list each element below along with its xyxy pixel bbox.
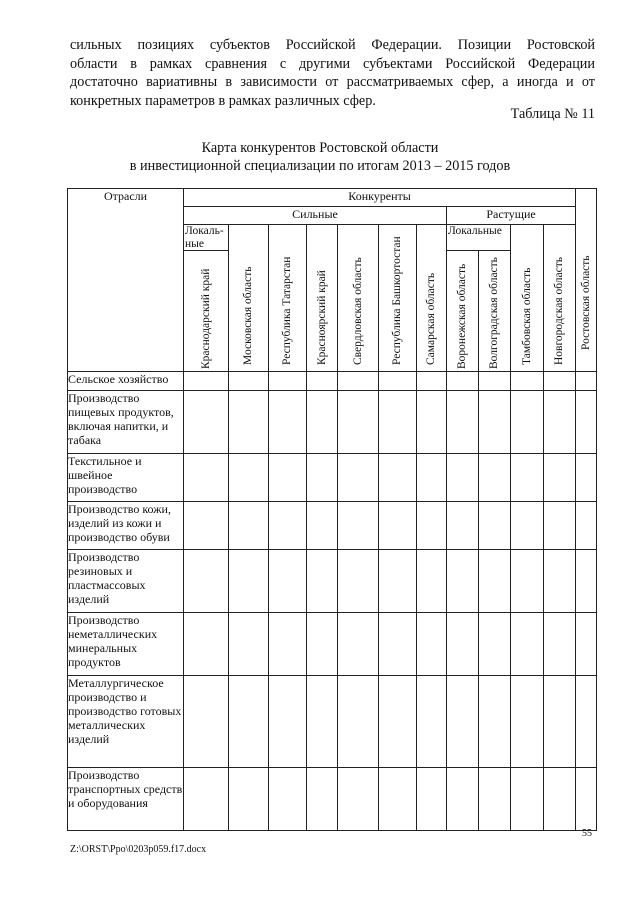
header-strong: Сильные [184, 207, 447, 225]
region-name: Новгородская область [553, 256, 566, 365]
header-local-strong-cell [184, 225, 229, 251]
intro-line: конкретных параметров в рамках различных сфер. [70, 92, 376, 109]
row-label: Производство транспортных средств и оборудования [68, 768, 184, 831]
intro-line: достаточно вариативны в зависимости от рассматриваемых сфер, а иногда и от [70, 74, 595, 90]
file-path: Z:\ORST\Ppo\0203p059.f17.docx [70, 844, 207, 855]
row-label: Производство резиновых и пластмассовых изделий [68, 550, 184, 613]
region-cell [544, 225, 576, 372]
region-cell [479, 251, 511, 372]
table-row [68, 454, 597, 502]
header-local-growing-cell [447, 225, 511, 251]
region-cell [307, 225, 338, 372]
region-name: Воронежская область [456, 263, 468, 369]
header-local-strong: Локаль-ные [185, 225, 224, 250]
region-name: Самарская область [425, 272, 437, 365]
region-cell [338, 225, 379, 372]
table-row [68, 550, 597, 613]
region-name: Волгоградская область [488, 257, 500, 369]
region-name: Краснодарский край [199, 268, 212, 369]
table-row [68, 768, 597, 831]
row-label: Производство неметаллических минеральных продуктов [68, 613, 184, 676]
region-cell [269, 225, 307, 372]
region-name: Свердловская область [351, 257, 364, 365]
row-label: Текстильное и швейное производство [68, 454, 184, 502]
header-industries: Отрасли [68, 189, 184, 372]
table-row [68, 502, 597, 550]
table-number: Таблица № 11 [510, 106, 595, 122]
row-label: Производство пищевых продуктов, включая напитки, и табака [68, 391, 184, 454]
table-row [68, 676, 597, 768]
region-cell [417, 225, 447, 372]
header-growing: Растущие [447, 207, 576, 225]
row-label: Производство кожи, изделий из кожи и производство обуви [68, 502, 184, 550]
header-rostov-cell [576, 189, 597, 372]
region-name: Тамбовская область [520, 267, 533, 365]
region-name: Республика Татарстан [281, 256, 293, 365]
intro-paragraph [70, 36, 595, 110]
header-competitors: Конкуренты [184, 189, 576, 207]
table-row [68, 391, 597, 454]
region-cell [229, 225, 269, 372]
table-title-line2: в инвестиционной специализации по итогам 2013 – 2015 годов [129, 158, 511, 174]
header-local-growing: Локальные [448, 225, 502, 237]
row-label: Сельское хозяйство [68, 372, 184, 391]
region-cell [447, 251, 479, 372]
region-name: Московская область [242, 266, 254, 365]
intro-line: сильных позициях субъектов Российской Федерации. Позиции Ростовской [70, 37, 595, 53]
table-row [68, 372, 597, 391]
region-name: Республика Башкортостан [391, 236, 403, 365]
competitors-table [67, 188, 597, 831]
region-name: Красноярский край [315, 270, 328, 365]
region-cell [184, 251, 229, 372]
table-title-line1: Карта конкурентов Ростовской области [201, 140, 439, 156]
row-label: Металлургическое производство и производство готовых металлических изделий [68, 676, 184, 768]
region-cell [379, 225, 417, 372]
region-cell [511, 225, 544, 372]
table-row [68, 613, 597, 676]
intro-line: области в рамках сравнения с другими субъектами Российской Федерации [70, 55, 595, 72]
page-number: 55 [582, 828, 592, 839]
header-rostov: Ростовская область [579, 255, 592, 350]
